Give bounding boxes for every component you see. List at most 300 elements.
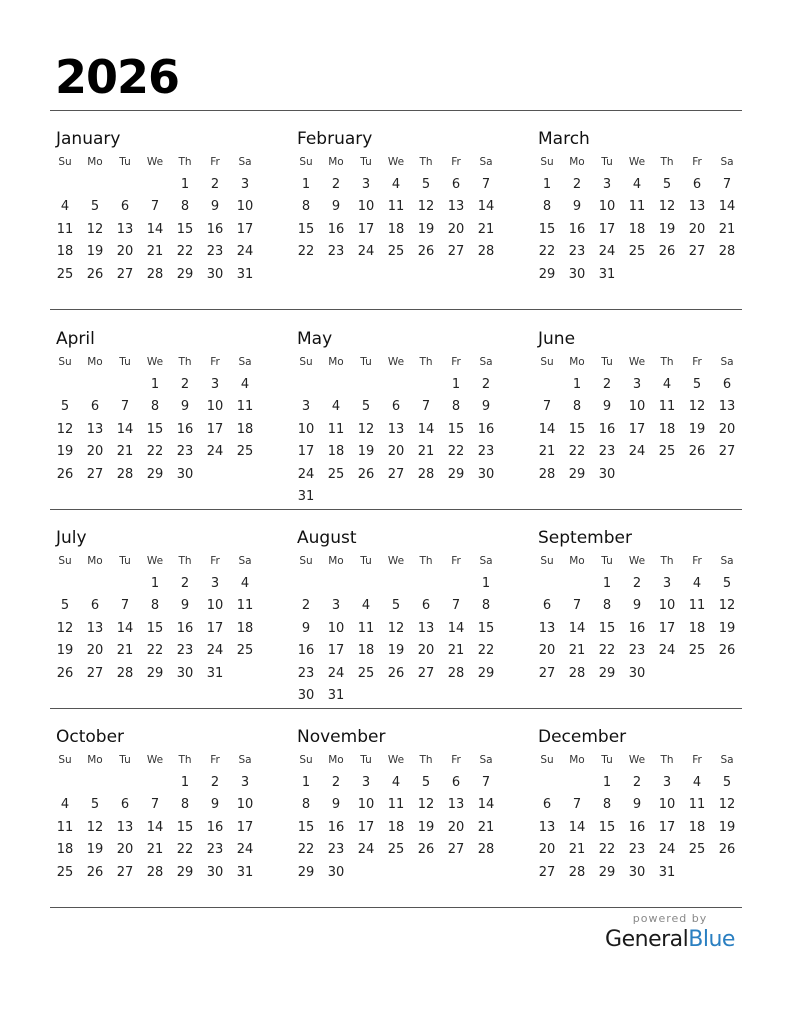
weekday-header: Mo xyxy=(569,356,585,368)
day-cell: 13 xyxy=(718,399,736,415)
day-cell: 3 xyxy=(662,576,672,591)
day-cell: 8 xyxy=(180,199,190,215)
day-cell: 26 xyxy=(56,665,74,681)
weekday-header: We xyxy=(628,754,646,766)
day-cell: 15 xyxy=(538,221,556,237)
day-cell: 13 xyxy=(688,199,706,215)
day-cell: 5 xyxy=(692,377,702,392)
day-cell: 30 xyxy=(327,864,345,880)
day-cell: 18 xyxy=(688,819,706,835)
weekday-header: Tu xyxy=(360,555,372,567)
day-cell: 19 xyxy=(417,221,435,237)
day-cell: 12 xyxy=(357,421,375,437)
day-cell: 28 xyxy=(477,842,495,858)
day-cell: 24 xyxy=(658,842,676,858)
day-cell: 6 xyxy=(90,598,100,614)
weekday-header: Mo xyxy=(569,555,585,567)
day-cell: 7 xyxy=(572,598,582,614)
day-cell: 23 xyxy=(628,842,646,858)
day-cell: 16 xyxy=(628,819,646,835)
day-cell: 20 xyxy=(538,842,556,858)
day-cell: 15 xyxy=(568,421,586,437)
weekday-header: Su xyxy=(540,356,554,368)
day-cell: 14 xyxy=(447,620,465,636)
day-cell: 3 xyxy=(361,177,371,192)
day-cell: 5 xyxy=(60,399,70,415)
day-cell: 24 xyxy=(357,244,375,260)
day-cell: 31 xyxy=(236,864,254,880)
day-cell: 7 xyxy=(451,598,461,614)
weekday-header: Su xyxy=(58,356,72,368)
day-cell: 23 xyxy=(176,444,194,460)
day-cell: 5 xyxy=(421,177,431,192)
day-cell: 26 xyxy=(86,266,104,282)
day-cell: 20 xyxy=(387,444,405,460)
day-cell: 2 xyxy=(331,177,341,192)
day-cell: 20 xyxy=(86,444,104,460)
day-cell: 11 xyxy=(658,399,676,415)
day-cell: 22 xyxy=(477,643,495,659)
day-cell: 21 xyxy=(568,842,586,858)
day-cell: 21 xyxy=(417,444,435,460)
weekday-header: Fr xyxy=(451,356,461,368)
weekday-header: Fr xyxy=(451,555,461,567)
day-cell: 8 xyxy=(481,598,491,614)
day-cell: 14 xyxy=(477,797,495,813)
day-cell: 17 xyxy=(327,643,345,659)
day-cell: 11 xyxy=(628,199,646,215)
day-cell: 29 xyxy=(477,665,495,681)
day-cell: 3 xyxy=(240,177,250,192)
day-cell: 8 xyxy=(602,598,612,614)
day-cell: 18 xyxy=(628,221,646,237)
day-cell: 11 xyxy=(236,399,254,415)
day-cell: 13 xyxy=(387,421,405,437)
day-cell: 4 xyxy=(60,199,70,215)
day-cell: 19 xyxy=(357,444,375,460)
brand-name xyxy=(600,927,740,952)
day-cell: 28 xyxy=(116,665,134,681)
day-cell: 15 xyxy=(146,620,164,636)
day-cell: 1 xyxy=(301,177,311,192)
weekday-header: Mo xyxy=(569,156,585,168)
day-cell: 13 xyxy=(538,819,556,835)
day-cell: 16 xyxy=(176,421,194,437)
day-cell: 4 xyxy=(361,598,371,614)
day-cell: 14 xyxy=(538,421,556,437)
weekday-header: Mo xyxy=(87,156,103,168)
day-cell: 20 xyxy=(417,643,435,659)
day-cell: 10 xyxy=(327,620,345,636)
day-cell: 18 xyxy=(56,842,74,858)
day-cell: 26 xyxy=(688,444,706,460)
day-cell: 2 xyxy=(572,177,582,192)
day-cell: 12 xyxy=(56,620,74,636)
day-cell: 29 xyxy=(297,864,315,880)
day-cell: 16 xyxy=(477,421,495,437)
day-cell: 3 xyxy=(240,775,250,790)
day-cell: 1 xyxy=(150,576,160,591)
divider xyxy=(50,309,742,310)
day-cell: 29 xyxy=(176,864,194,880)
weekday-header: Tu xyxy=(119,156,131,168)
day-cell: 18 xyxy=(357,643,375,659)
day-cell: 14 xyxy=(568,620,586,636)
day-cell: 21 xyxy=(146,842,164,858)
day-cell: 8 xyxy=(572,399,582,415)
weekday-header: Tu xyxy=(360,356,372,368)
month-name: December xyxy=(538,727,627,747)
weekday-header: Fr xyxy=(210,555,220,567)
day-cell: 11 xyxy=(357,620,375,636)
day-cell: 22 xyxy=(297,244,315,260)
day-cell: 20 xyxy=(538,643,556,659)
day-cell: 24 xyxy=(658,643,676,659)
day-cell: 4 xyxy=(391,177,401,192)
day-cell: 20 xyxy=(447,221,465,237)
day-cell: 17 xyxy=(598,221,616,237)
weekday-header: Tu xyxy=(119,555,131,567)
weekday-header: We xyxy=(387,555,405,567)
day-cell: 9 xyxy=(602,399,612,415)
weekday-header: Th xyxy=(660,555,674,567)
day-cell: 1 xyxy=(180,775,190,790)
day-cell: 4 xyxy=(331,399,341,415)
day-cell: 27 xyxy=(417,665,435,681)
day-cell: 1 xyxy=(180,177,190,192)
day-cell: 24 xyxy=(206,444,224,460)
day-cell: 21 xyxy=(146,244,164,260)
month-name: September xyxy=(538,528,632,548)
day-cell: 12 xyxy=(417,797,435,813)
day-cell: 2 xyxy=(180,576,190,591)
day-cell: 11 xyxy=(387,797,405,813)
day-cell: 8 xyxy=(150,598,160,614)
day-cell: 12 xyxy=(387,620,405,636)
day-cell: 11 xyxy=(236,598,254,614)
day-cell: 1 xyxy=(150,377,160,392)
day-cell: 14 xyxy=(718,199,736,215)
month-name: August xyxy=(297,528,357,548)
month-name: February xyxy=(297,129,373,149)
day-cell: 26 xyxy=(387,665,405,681)
divider xyxy=(50,110,742,111)
weekday-header: Su xyxy=(540,156,554,168)
day-cell: 19 xyxy=(86,244,104,260)
day-cell: 7 xyxy=(481,177,491,192)
day-cell: 27 xyxy=(688,244,706,260)
day-cell: 10 xyxy=(658,797,676,813)
day-cell: 18 xyxy=(387,221,405,237)
weekday-header: Sa xyxy=(238,555,252,567)
day-cell: 12 xyxy=(658,199,676,215)
weekday-header: Sa xyxy=(720,754,734,766)
day-cell: 10 xyxy=(206,399,224,415)
day-cell: 20 xyxy=(688,221,706,237)
weekday-header: Tu xyxy=(601,555,613,567)
day-cell: 1 xyxy=(542,177,552,192)
day-cell: 6 xyxy=(120,797,130,813)
day-cell: 1 xyxy=(301,775,311,790)
day-cell: 7 xyxy=(481,775,491,790)
day-cell: 2 xyxy=(210,177,220,192)
day-cell: 26 xyxy=(718,643,736,659)
day-cell: 5 xyxy=(60,598,70,614)
day-cell: 28 xyxy=(146,864,164,880)
day-cell: 10 xyxy=(658,598,676,614)
day-cell: 6 xyxy=(451,775,461,790)
day-cell: 31 xyxy=(658,864,676,880)
day-cell: 18 xyxy=(688,620,706,636)
day-cell: 12 xyxy=(417,199,435,215)
day-cell: 6 xyxy=(90,399,100,415)
day-cell: 24 xyxy=(598,244,616,260)
day-cell: 14 xyxy=(477,199,495,215)
day-cell: 13 xyxy=(538,620,556,636)
day-cell: 7 xyxy=(572,797,582,813)
day-cell: 8 xyxy=(301,199,311,215)
day-cell: 16 xyxy=(628,620,646,636)
day-cell: 22 xyxy=(538,244,556,260)
day-cell: 11 xyxy=(688,797,706,813)
weekday-header: Mo xyxy=(328,156,344,168)
day-cell: 6 xyxy=(542,598,552,614)
day-cell: 23 xyxy=(327,244,345,260)
day-cell: 25 xyxy=(327,466,345,482)
day-cell: 7 xyxy=(542,399,552,415)
day-cell: 26 xyxy=(56,466,74,482)
weekday-header: Th xyxy=(178,156,192,168)
weekday-header: Fr xyxy=(210,156,220,168)
day-cell: 29 xyxy=(598,665,616,681)
day-cell: 12 xyxy=(56,421,74,437)
day-cell: 4 xyxy=(391,775,401,790)
weekday-header: Su xyxy=(58,754,72,766)
weekday-header: Fr xyxy=(451,156,461,168)
day-cell: 5 xyxy=(391,598,401,614)
weekday-header: Sa xyxy=(720,555,734,567)
day-cell: 23 xyxy=(176,643,194,659)
day-cell: 20 xyxy=(447,819,465,835)
day-cell: 25 xyxy=(387,244,405,260)
day-cell: 17 xyxy=(357,221,375,237)
day-cell: 2 xyxy=(331,775,341,790)
day-cell: 21 xyxy=(538,444,556,460)
day-cell: 19 xyxy=(658,221,676,237)
day-cell: 3 xyxy=(331,598,341,614)
day-cell: 18 xyxy=(236,421,254,437)
day-cell: 12 xyxy=(718,797,736,813)
day-cell: 23 xyxy=(327,842,345,858)
day-cell: 5 xyxy=(90,199,100,215)
weekday-header: Mo xyxy=(87,356,103,368)
day-cell: 10 xyxy=(236,797,254,813)
weekday-header: We xyxy=(628,555,646,567)
day-cell: 14 xyxy=(146,819,164,835)
day-cell: 3 xyxy=(210,576,220,591)
day-cell: 31 xyxy=(327,688,345,703)
day-cell: 1 xyxy=(481,576,491,591)
day-cell: 25 xyxy=(688,842,706,858)
day-cell: 13 xyxy=(86,620,104,636)
day-cell: 16 xyxy=(176,620,194,636)
day-cell: 5 xyxy=(662,177,672,192)
month-name: July xyxy=(56,528,87,548)
day-cell: 24 xyxy=(327,665,345,681)
day-cell: 19 xyxy=(417,819,435,835)
weekday-header: Th xyxy=(660,754,674,766)
month-name: January xyxy=(56,129,121,149)
day-cell: 9 xyxy=(210,199,220,215)
month-name: October xyxy=(56,727,125,747)
day-cell: 25 xyxy=(236,444,254,460)
day-cell: 25 xyxy=(357,665,375,681)
weekday-header: Th xyxy=(178,555,192,567)
day-cell: 5 xyxy=(722,576,732,591)
day-cell: 10 xyxy=(357,797,375,813)
weekday-header: Sa xyxy=(479,754,493,766)
day-cell: 16 xyxy=(206,221,224,237)
day-cell: 14 xyxy=(146,221,164,237)
weekday-header: Fr xyxy=(692,356,702,368)
day-cell: 23 xyxy=(206,244,224,260)
day-cell: 24 xyxy=(297,466,315,482)
day-cell: 15 xyxy=(598,819,616,835)
day-cell: 25 xyxy=(658,444,676,460)
day-cell: 28 xyxy=(568,864,586,880)
day-cell: 30 xyxy=(176,665,194,681)
day-cell: 14 xyxy=(417,421,435,437)
day-cell: 3 xyxy=(361,775,371,790)
day-cell: 20 xyxy=(116,842,134,858)
day-cell: 29 xyxy=(568,466,586,482)
weekday-header: Su xyxy=(58,156,72,168)
weekday-header: Tu xyxy=(119,754,131,766)
day-cell: 15 xyxy=(176,221,194,237)
day-cell: 28 xyxy=(116,466,134,482)
day-cell: 24 xyxy=(357,842,375,858)
weekday-header: We xyxy=(387,754,405,766)
weekday-header: Fr xyxy=(692,754,702,766)
weekday-header: We xyxy=(146,356,164,368)
day-cell: 21 xyxy=(447,643,465,659)
day-cell: 23 xyxy=(628,643,646,659)
day-cell: 6 xyxy=(722,377,732,392)
day-cell: 9 xyxy=(632,598,642,614)
weekday-header: Tu xyxy=(360,156,372,168)
day-cell: 7 xyxy=(421,399,431,415)
day-cell: 15 xyxy=(176,819,194,835)
day-cell: 30 xyxy=(628,665,646,681)
day-cell: 30 xyxy=(477,466,495,482)
day-cell: 13 xyxy=(447,199,465,215)
weekday-header: Fr xyxy=(210,356,220,368)
day-cell: 27 xyxy=(718,444,736,460)
day-cell: 5 xyxy=(722,775,732,790)
day-cell: 16 xyxy=(327,221,345,237)
day-cell: 8 xyxy=(451,399,461,415)
day-cell: 27 xyxy=(86,466,104,482)
day-cell: 29 xyxy=(538,266,556,282)
day-cell: 27 xyxy=(538,665,556,681)
day-cell: 30 xyxy=(568,266,586,282)
day-cell: 23 xyxy=(297,665,315,681)
day-cell: 26 xyxy=(357,466,375,482)
day-cell: 28 xyxy=(477,244,495,260)
weekday-header: Su xyxy=(299,555,313,567)
day-cell: 2 xyxy=(210,775,220,790)
day-cell: 8 xyxy=(542,199,552,215)
day-cell: 15 xyxy=(297,221,315,237)
day-cell: 31 xyxy=(598,266,616,282)
day-cell: 29 xyxy=(598,864,616,880)
day-cell: 13 xyxy=(417,620,435,636)
day-cell: 3 xyxy=(602,177,612,192)
day-cell: 2 xyxy=(180,377,190,392)
month-name: May xyxy=(297,329,333,349)
weekday-header: We xyxy=(628,356,646,368)
day-cell: 6 xyxy=(451,177,461,192)
day-cell: 21 xyxy=(718,221,736,237)
day-cell: 15 xyxy=(477,620,495,636)
day-cell: 18 xyxy=(56,244,74,260)
day-cell: 25 xyxy=(628,244,646,260)
weekday-header: Th xyxy=(660,356,674,368)
weekday-header: Su xyxy=(540,754,554,766)
day-cell: 27 xyxy=(387,466,405,482)
day-cell: 10 xyxy=(357,199,375,215)
day-cell: 19 xyxy=(387,643,405,659)
weekday-header: Th xyxy=(178,356,192,368)
day-cell: 7 xyxy=(120,598,130,614)
weekday-header: Mo xyxy=(87,555,103,567)
day-cell: 20 xyxy=(86,643,104,659)
day-cell: 26 xyxy=(658,244,676,260)
day-cell: 27 xyxy=(116,266,134,282)
day-cell: 16 xyxy=(568,221,586,237)
weekday-header: Fr xyxy=(451,754,461,766)
day-cell: 28 xyxy=(718,244,736,260)
weekday-header: Tu xyxy=(360,754,372,766)
weekday-header: Mo xyxy=(569,754,585,766)
day-cell: 21 xyxy=(568,643,586,659)
brand-blue: Blue xyxy=(688,927,735,952)
day-cell: 21 xyxy=(116,643,134,659)
weekday-header: Tu xyxy=(601,156,613,168)
day-cell: 22 xyxy=(447,444,465,460)
day-cell: 26 xyxy=(86,864,104,880)
day-cell: 9 xyxy=(572,199,582,215)
day-cell: 7 xyxy=(150,199,160,215)
day-cell: 12 xyxy=(86,221,104,237)
day-cell: 19 xyxy=(56,643,74,659)
divider xyxy=(50,509,742,510)
day-cell: 23 xyxy=(598,444,616,460)
weekday-header: We xyxy=(146,754,164,766)
day-cell: 14 xyxy=(116,421,134,437)
day-cell: 16 xyxy=(598,421,616,437)
day-cell: 27 xyxy=(538,864,556,880)
day-cell: 15 xyxy=(146,421,164,437)
day-cell: 16 xyxy=(327,819,345,835)
weekday-header: We xyxy=(146,555,164,567)
month-name: March xyxy=(538,129,590,149)
day-cell: 21 xyxy=(477,819,495,835)
weekday-header: Fr xyxy=(210,754,220,766)
weekday-header: Su xyxy=(540,555,554,567)
weekday-header: Mo xyxy=(328,754,344,766)
divider xyxy=(50,708,742,709)
